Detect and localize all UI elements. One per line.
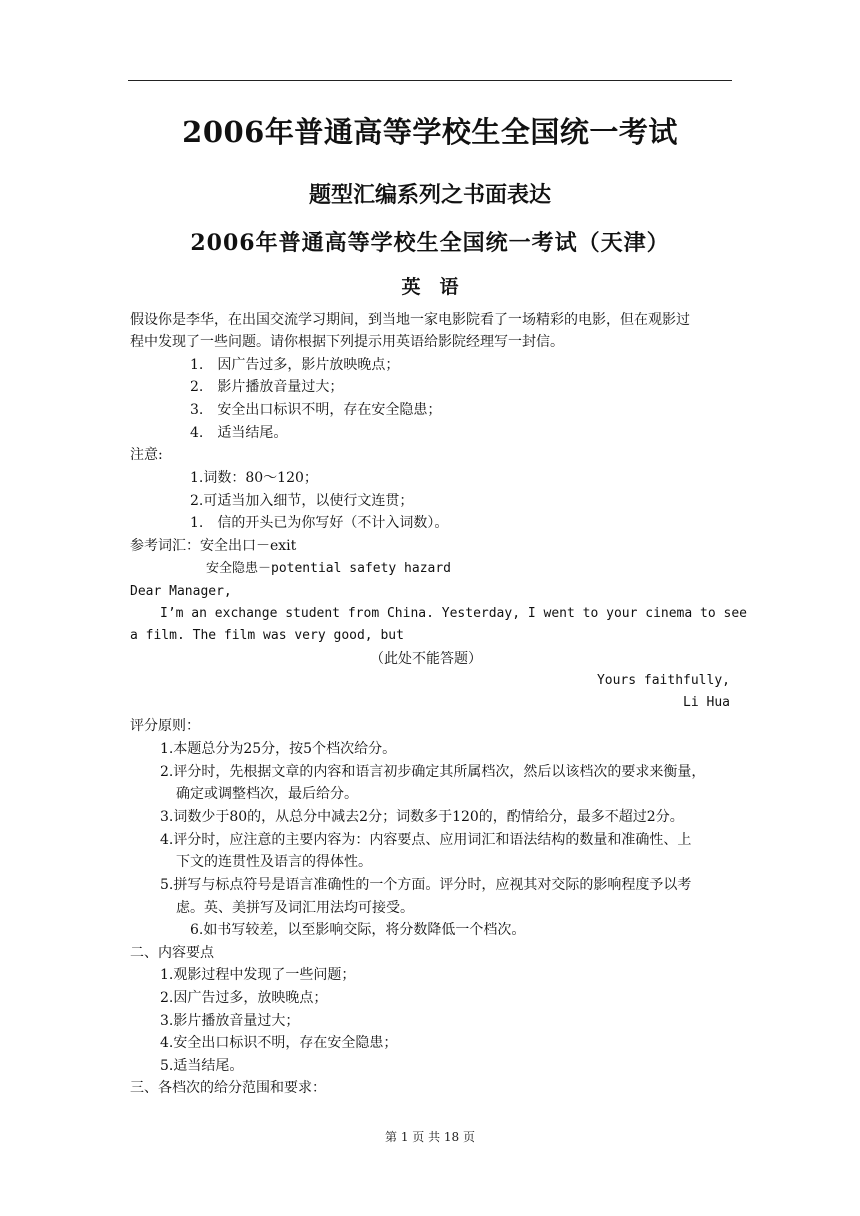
no-answer-note: （此处不能答题） (370, 651, 482, 667)
notes-label: 注意: (130, 447, 163, 463)
letter-body-line1: I’m an exchange student from China. Yesterday, I went to your cinema to see (160, 606, 747, 621)
page-number: 第 1 页 共 18 页 (385, 1130, 475, 1144)
task-intro-line1: 假设你是李华，在出国交流学习期间，到当地一家电影院看了一场精彩的电影，但在观影过 (130, 312, 690, 328)
series-title: 题型汇编系列之书面表达 (308, 182, 551, 208)
task-point: 4. 适当结尾。 (190, 425, 288, 441)
content-point: 4.安全出口标识不明，存在安全隐患； (160, 1035, 398, 1051)
scoring-label: 评分原则： (130, 718, 200, 734)
content-point: 2.因广告过多，放映晚点； (160, 990, 328, 1006)
vocab-line1: 参考词汇：安全出口－exit (130, 538, 297, 554)
note-item: 1.词数：80～120； (190, 470, 318, 486)
scoring-rule: 1.本题总分为25分，按5个档次给分。 (160, 741, 397, 757)
task-point: 1. 因广告过多，影片放映晚点； (190, 357, 400, 373)
note-item: 2.可适当加入细节，以使行文连贯； (190, 493, 414, 509)
task-point: 2. 影片播放音量过大； (190, 379, 344, 395)
scoring-rule: 3.词数少于80的，从总分中减去2分；词数多于120的，酌情给分，最多不超过2分。 (160, 809, 684, 825)
exam-title: 2006年普通高等学校生全国统一考试（天津） (190, 230, 670, 256)
content-point: 3.影片播放音量过大； (160, 1013, 300, 1029)
scoring-rule-cont: 确定或调整档次，最后给分。 (176, 786, 358, 802)
content-points-label: 二、内容要点 (130, 945, 214, 961)
subject-heading: 英 语 (401, 276, 459, 298)
note-item: 1. 信的开头已为你写好（不计入词数）。 (190, 515, 449, 531)
top-rule (128, 80, 732, 81)
scoring-rule-cont: 下文的连贯性及语言的得体性。 (176, 854, 372, 870)
vocab-line2: 安全隐患－potential safety hazard (206, 561, 452, 576)
letter-body-line2: a film. The film was very good, but (130, 628, 404, 643)
scoring-rule: 2.评分时，先根据文章的内容和语言初步确定其所属档次，然后以该档次的要求来衡量， (160, 764, 706, 780)
letter-closing: Yours faithfully, (596, 673, 730, 688)
letter-greeting: Dear Manager, (130, 584, 232, 599)
task-point: 3. 安全出口标识不明，存在安全隐患； (190, 402, 442, 418)
scoring-rule-cont: 虑。英、美拼写及词汇用法均可接受。 (176, 900, 414, 916)
content-point: 5.适当结尾。 (160, 1058, 244, 1074)
letter-signature: Li Hua (683, 695, 730, 710)
page-title: 2006年普通高等学校生全国统一考试 (182, 115, 678, 149)
scoring-rule: 6.如书写较差，以至影响交际，将分数降低一个档次。 (190, 922, 526, 938)
scoring-rule: 5.拼写与标点符号是语言准确性的一个方面。评分时，应视其对交际的影响程度予以考 (160, 877, 692, 893)
grades-label: 三、各档次的给分范围和要求： (130, 1080, 326, 1096)
task-intro-line2: 程中发现了一些问题。请你根据下列提示用英语给影院经理写一封信。 (130, 334, 564, 350)
scoring-rule: 4.评分时，应注意的主要内容为：内容要点、应用词汇和语法结构的数量和准确性、上 (160, 832, 692, 848)
content-point: 1.观影过程中发现了一些问题； (160, 967, 356, 983)
